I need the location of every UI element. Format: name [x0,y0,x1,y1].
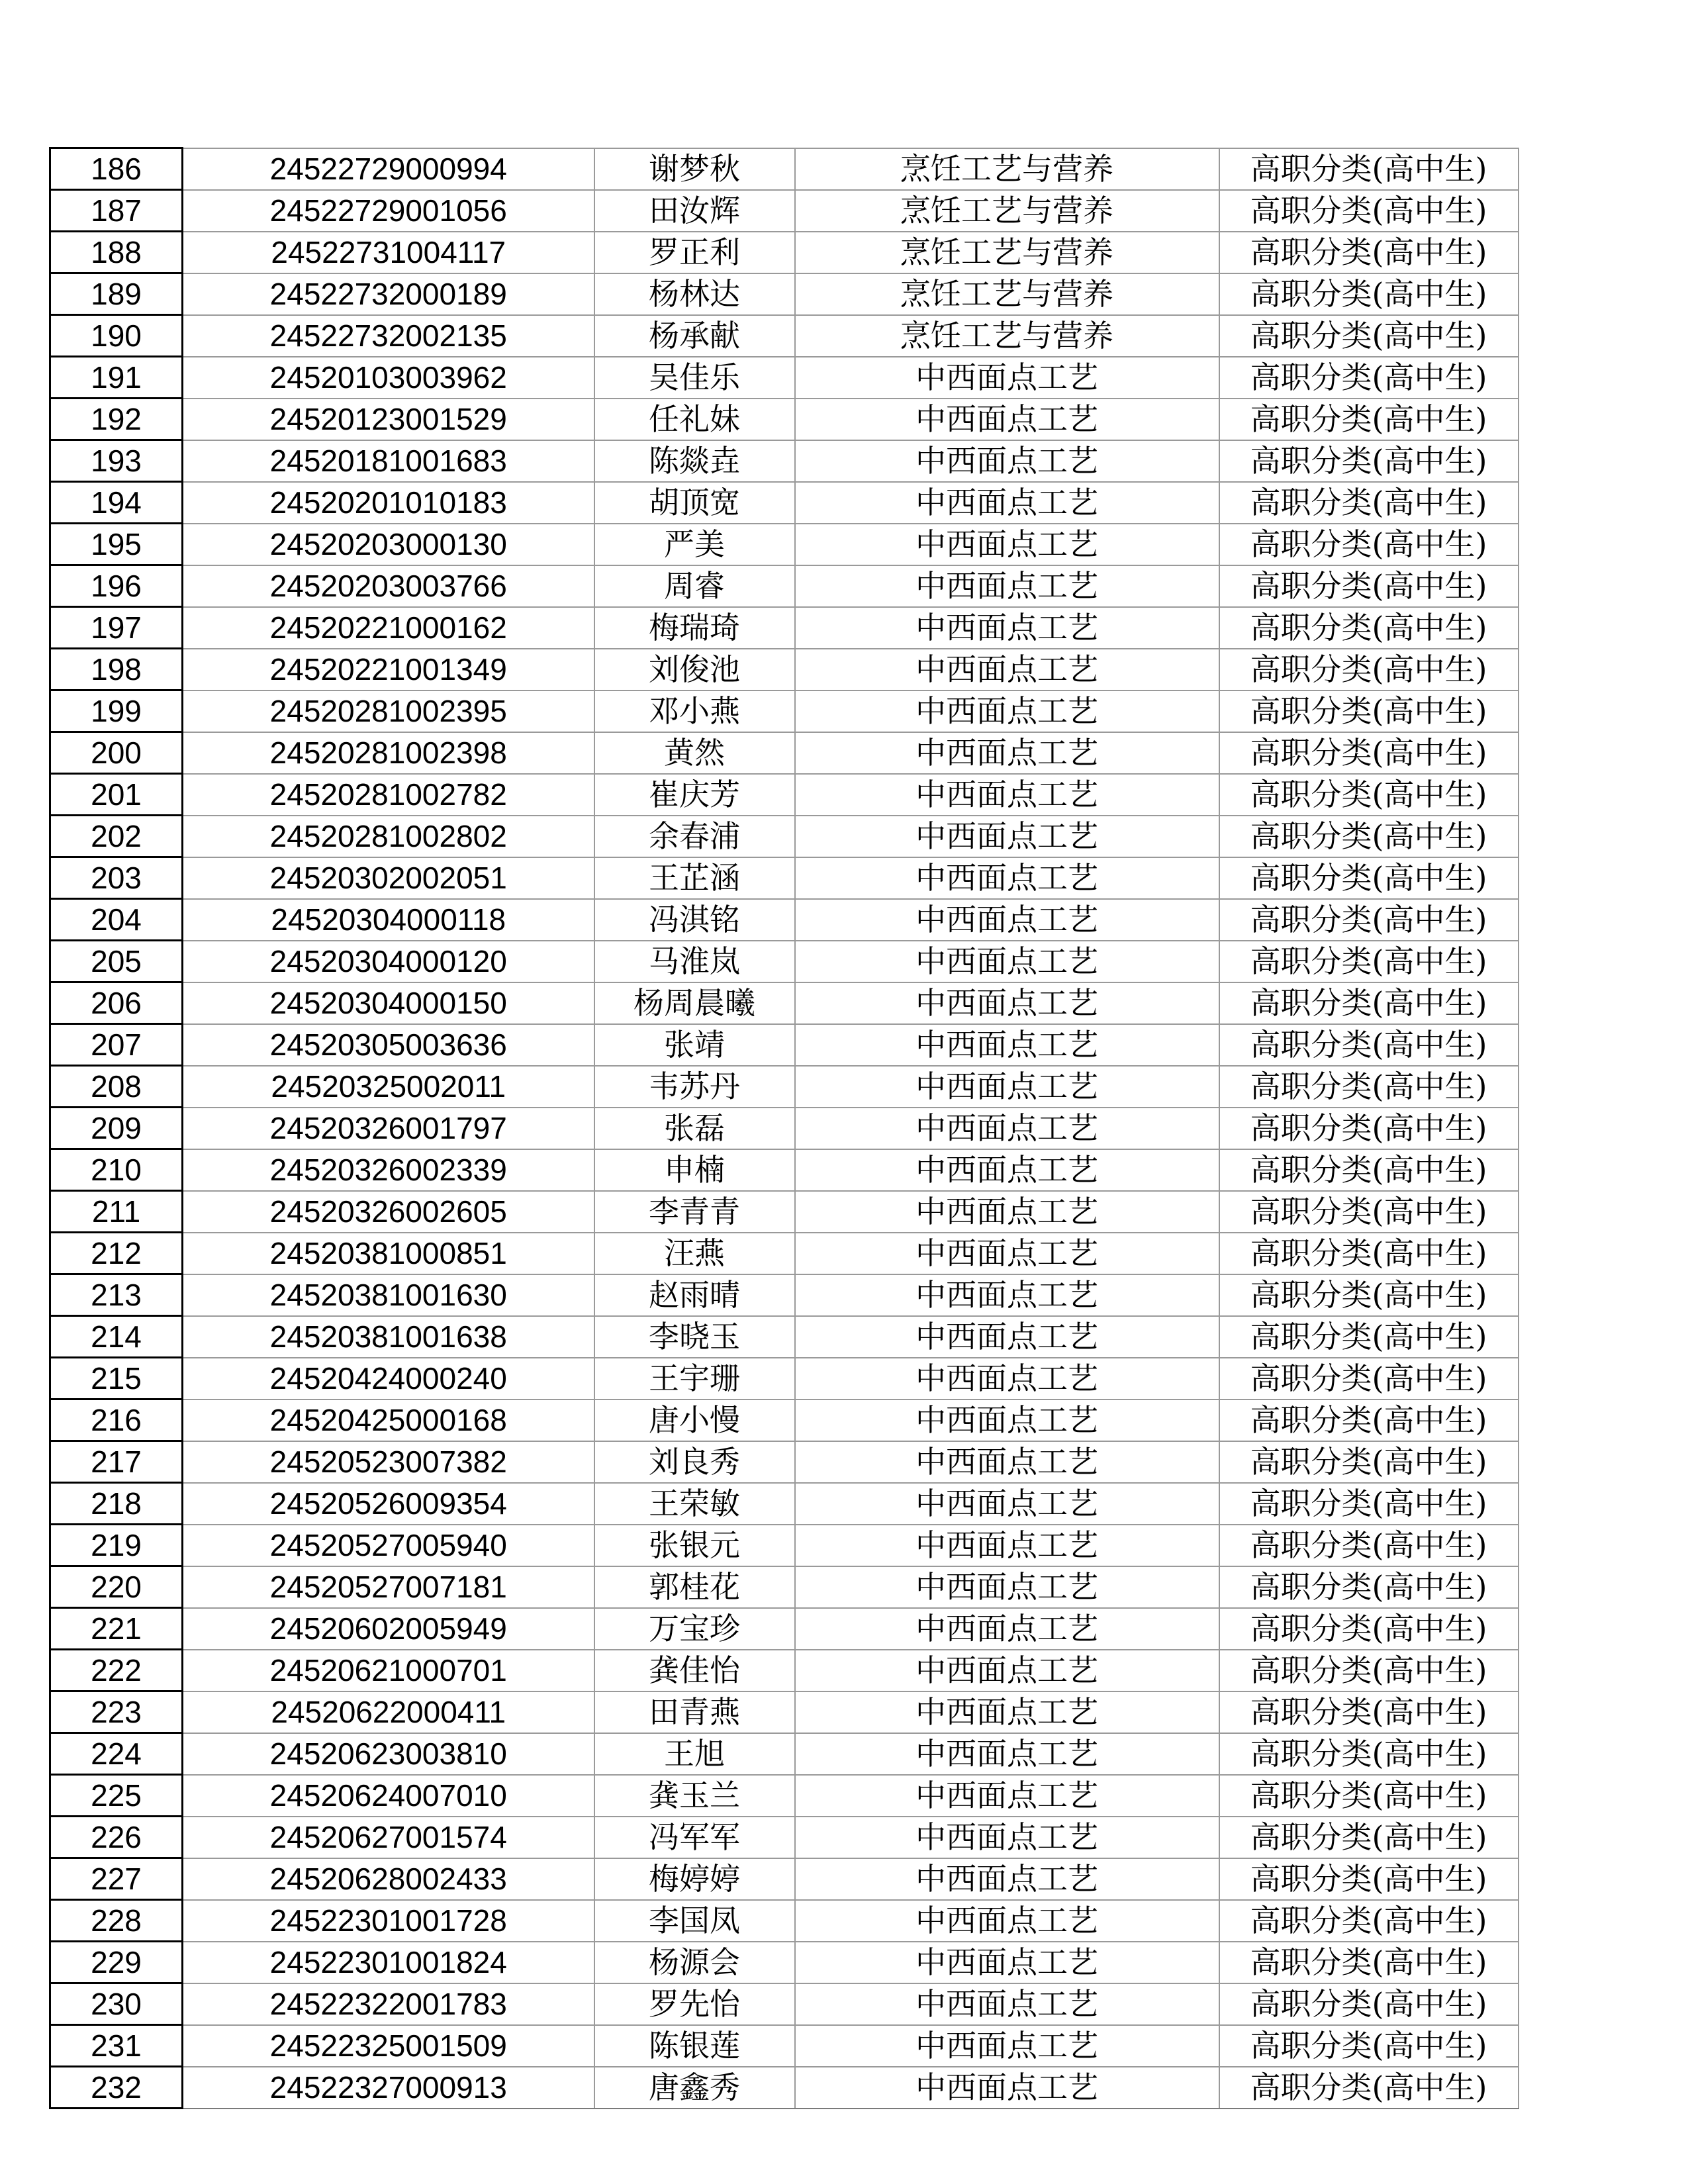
row-number-cell: 212 [50,1233,183,1274]
category-cell: 高职分类(高中生) [1219,857,1519,899]
major-cell: 中西面点工艺 [795,982,1219,1024]
student-name-cell: 赵雨晴 [594,1274,795,1316]
student-name-cell: 冯淇铭 [594,899,795,941]
exam-id-cell: 24520424000240 [183,1358,594,1400]
category-cell: 高职分类(高中生) [1219,1233,1519,1274]
major-cell: 中西面点工艺 [795,1149,1219,1191]
exam-id-cell: 24520305003636 [183,1024,594,1066]
roster-table [49,147,1519,2109]
row-number-cell: 228 [50,1900,183,1942]
table-row [50,565,1519,607]
table-row [50,899,1519,941]
row-number-cell: 220 [50,1566,183,1608]
table-row [50,2067,1519,2109]
major-cell: 中西面点工艺 [795,1274,1219,1316]
category-cell: 高职分类(高中生) [1219,1525,1519,1566]
table-row [50,357,1519,399]
major-cell: 中西面点工艺 [795,399,1219,440]
student-name-cell: 严美 [594,524,795,565]
row-number-cell: 218 [50,1483,183,1525]
student-name-cell: 冯军军 [594,1817,795,1858]
exam-id-cell: 24522731004117 [183,232,594,273]
row-number-cell: 190 [50,315,183,357]
row-number-cell: 193 [50,440,183,482]
row-number-cell: 225 [50,1775,183,1817]
student-name-cell: 任礼妹 [594,399,795,440]
student-name-cell: 汪燕 [594,1233,795,1274]
category-cell: 高职分类(高中生) [1219,1400,1519,1441]
major-cell: 中西面点工艺 [795,1942,1219,1983]
table-row [50,1358,1519,1400]
row-number-cell: 203 [50,857,183,899]
exam-id-cell: 24520304000120 [183,941,594,982]
table-row [50,1400,1519,1441]
exam-id-cell: 24520523007382 [183,1441,594,1483]
student-name-cell: 张银元 [594,1525,795,1566]
exam-id-cell: 24520201010183 [183,482,594,524]
row-number-cell: 230 [50,1983,183,2025]
table-row [50,315,1519,357]
row-number-cell: 209 [50,1108,183,1149]
student-name-cell: 黄然 [594,732,795,774]
major-cell: 中西面点工艺 [795,440,1219,482]
category-cell: 高职分类(高中生) [1219,816,1519,857]
exam-id-cell: 24520623003810 [183,1733,594,1775]
exam-id-cell: 24520325002011 [183,1066,594,1108]
category-cell: 高职分类(高中生) [1219,482,1519,524]
exam-id-cell: 24520381000851 [183,1233,594,1274]
major-cell: 烹饪工艺与营养 [795,148,1219,190]
student-name-cell: 邓小燕 [594,690,795,732]
category-cell: 高职分类(高中生) [1219,1358,1519,1400]
major-cell: 中西面点工艺 [795,774,1219,816]
category-cell: 高职分类(高中生) [1219,2025,1519,2067]
student-name-cell: 张磊 [594,1108,795,1149]
table-row [50,1149,1519,1191]
major-cell: 中西面点工艺 [795,1858,1219,1900]
table-row [50,1775,1519,1817]
exam-id-cell: 24520381001630 [183,1274,594,1316]
student-name-cell: 谢梦秋 [594,148,795,190]
student-name-cell: 唐小慢 [594,1400,795,1441]
table-row [50,982,1519,1024]
category-cell: 高职分类(高中生) [1219,1441,1519,1483]
row-number-cell: 186 [50,148,183,190]
row-number-cell: 205 [50,941,183,982]
student-name-cell: 梅婷婷 [594,1858,795,1900]
category-cell: 高职分类(高中生) [1219,1149,1519,1191]
category-cell: 高职分类(高中生) [1219,607,1519,649]
major-cell: 中西面点工艺 [795,941,1219,982]
exam-id-cell: 24520627001574 [183,1817,594,1858]
table-row [50,232,1519,273]
category-cell: 高职分类(高中生) [1219,1691,1519,1733]
exam-id-cell: 24520527005940 [183,1525,594,1566]
student-name-cell: 陈燚垚 [594,440,795,482]
category-cell: 高职分类(高中生) [1219,1733,1519,1775]
category-cell: 高职分类(高中生) [1219,1942,1519,1983]
major-cell: 中西面点工艺 [795,607,1219,649]
category-cell: 高职分类(高中生) [1219,941,1519,982]
category-cell: 高职分类(高中生) [1219,315,1519,357]
student-name-cell: 余春浦 [594,816,795,857]
row-number-cell: 217 [50,1441,183,1483]
category-cell: 高职分类(高中生) [1219,565,1519,607]
table-row [50,190,1519,232]
row-number-cell: 198 [50,649,183,690]
major-cell: 中西面点工艺 [795,1608,1219,1650]
student-name-cell: 万宝珍 [594,1608,795,1650]
table-row [50,816,1519,857]
row-number-cell: 192 [50,399,183,440]
row-number-cell: 200 [50,732,183,774]
major-cell: 烹饪工艺与营养 [795,273,1219,315]
category-cell: 高职分类(高中生) [1219,357,1519,399]
major-cell: 中西面点工艺 [795,2025,1219,2067]
exam-id-cell: 24520621000701 [183,1650,594,1691]
table-row [50,148,1519,190]
category-cell: 高职分类(高中生) [1219,440,1519,482]
student-name-cell: 韦苏丹 [594,1066,795,1108]
table-row [50,1483,1519,1525]
student-name-cell: 王宇珊 [594,1358,795,1400]
row-number-cell: 206 [50,982,183,1024]
row-number-cell: 226 [50,1817,183,1858]
student-name-cell: 刘良秀 [594,1441,795,1483]
row-number-cell: 191 [50,357,183,399]
major-cell: 中西面点工艺 [795,732,1219,774]
student-name-cell: 崔庆芳 [594,774,795,816]
category-cell: 高职分类(高中生) [1219,1316,1519,1358]
row-number-cell: 213 [50,1274,183,1316]
table-row [50,399,1519,440]
table-row [50,690,1519,732]
category-cell: 高职分类(高中生) [1219,1858,1519,1900]
exam-id-cell: 24520622000411 [183,1691,594,1733]
row-number-cell: 223 [50,1691,183,1733]
row-number-cell: 188 [50,232,183,273]
major-cell: 中西面点工艺 [795,1566,1219,1608]
row-number-cell: 221 [50,1608,183,1650]
table-row [50,1108,1519,1149]
row-number-cell: 210 [50,1149,183,1191]
exam-id-cell: 24520221000162 [183,607,594,649]
exam-id-cell: 24522322001783 [183,1983,594,2025]
student-name-cell: 刘俊池 [594,649,795,690]
major-cell: 中西面点工艺 [795,1733,1219,1775]
category-cell: 高职分类(高中生) [1219,982,1519,1024]
student-name-cell: 田汝辉 [594,190,795,232]
major-cell: 中西面点工艺 [795,1400,1219,1441]
exam-id-cell: 24520302002051 [183,857,594,899]
student-name-cell: 罗正利 [594,232,795,273]
exam-id-cell: 24520304000118 [183,899,594,941]
major-cell: 中西面点工艺 [795,482,1219,524]
major-cell: 烹饪工艺与营养 [795,315,1219,357]
student-name-cell: 王芷涵 [594,857,795,899]
student-name-cell: 杨林达 [594,273,795,315]
category-cell: 高职分类(高中生) [1219,1608,1519,1650]
row-number-cell: 224 [50,1733,183,1775]
table-row [50,1525,1519,1566]
table-row [50,1942,1519,1983]
exam-id-cell: 24520203003766 [183,565,594,607]
major-cell: 中西面点工艺 [795,899,1219,941]
exam-id-cell: 24520281002398 [183,732,594,774]
student-name-cell: 申楠 [594,1149,795,1191]
exam-id-cell: 24520281002395 [183,690,594,732]
category-cell: 高职分类(高中生) [1219,1900,1519,1942]
student-name-cell: 胡顶宽 [594,482,795,524]
student-name-cell: 杨承献 [594,315,795,357]
category-cell: 高职分类(高中生) [1219,774,1519,816]
major-cell: 中西面点工艺 [795,690,1219,732]
exam-id-cell: 24522327000913 [183,2067,594,2109]
category-cell: 高职分类(高中生) [1219,2067,1519,2109]
major-cell: 中西面点工艺 [795,1691,1219,1733]
category-cell: 高职分类(高中生) [1219,1108,1519,1149]
exam-id-cell: 24520381001638 [183,1316,594,1358]
major-cell: 中西面点工艺 [795,649,1219,690]
table-row [50,1566,1519,1608]
row-number-cell: 227 [50,1858,183,1900]
table-row [50,1024,1519,1066]
major-cell: 中西面点工艺 [795,857,1219,899]
table-row [50,482,1519,524]
student-name-cell: 陈银莲 [594,2025,795,2067]
category-cell: 高职分类(高中生) [1219,524,1519,565]
category-cell: 高职分类(高中生) [1219,1817,1519,1858]
student-name-cell: 张靖 [594,1024,795,1066]
roster-table-body [50,148,1519,2109]
major-cell: 中西面点工艺 [795,2067,1219,2109]
category-cell: 高职分类(高中生) [1219,1066,1519,1108]
table-row [50,1817,1519,1858]
row-number-cell: 222 [50,1650,183,1691]
row-number-cell: 197 [50,607,183,649]
major-cell: 中西面点工艺 [795,565,1219,607]
student-name-cell: 王荣敏 [594,1483,795,1525]
table-row [50,1316,1519,1358]
row-number-cell: 231 [50,2025,183,2067]
row-number-cell: 202 [50,816,183,857]
exam-id-cell: 24520181001683 [183,440,594,482]
exam-id-cell: 24522729000994 [183,148,594,190]
category-cell: 高职分类(高中生) [1219,899,1519,941]
major-cell: 中西面点工艺 [795,1983,1219,2025]
category-cell: 高职分类(高中生) [1219,148,1519,190]
exam-id-cell: 24520281002802 [183,816,594,857]
category-cell: 高职分类(高中生) [1219,649,1519,690]
major-cell: 中西面点工艺 [795,1525,1219,1566]
category-cell: 高职分类(高中生) [1219,190,1519,232]
major-cell: 中西面点工艺 [795,1650,1219,1691]
student-name-cell: 杨周晨曦 [594,982,795,1024]
category-cell: 高职分类(高中生) [1219,1775,1519,1817]
category-cell: 高职分类(高中生) [1219,1566,1519,1608]
row-number-cell: 199 [50,690,183,732]
exam-id-cell: 24520628002433 [183,1858,594,1900]
student-name-cell: 马淮岚 [594,941,795,982]
row-number-cell: 189 [50,273,183,315]
student-name-cell: 龚佳怡 [594,1650,795,1691]
major-cell: 中西面点工艺 [795,1233,1219,1274]
exam-id-cell: 24520281002782 [183,774,594,816]
category-cell: 高职分类(高中生) [1219,1483,1519,1525]
table-row [50,649,1519,690]
row-number-cell: 187 [50,190,183,232]
row-number-cell: 211 [50,1191,183,1233]
major-cell: 中西面点工艺 [795,1483,1219,1525]
student-name-cell: 李国凤 [594,1900,795,1942]
table-row [50,1066,1519,1108]
exam-id-cell: 24520624007010 [183,1775,594,1817]
table-row [50,1441,1519,1483]
student-name-cell: 周睿 [594,565,795,607]
exam-id-cell: 24520221001349 [183,649,594,690]
exam-id-cell: 24520103003962 [183,357,594,399]
table-row [50,941,1519,982]
row-number-cell: 229 [50,1942,183,1983]
student-name-cell: 龚玉兰 [594,1775,795,1817]
student-name-cell: 唐鑫秀 [594,2067,795,2109]
category-cell: 高职分类(高中生) [1219,690,1519,732]
row-number-cell: 219 [50,1525,183,1566]
student-name-cell: 罗先怡 [594,1983,795,2025]
table-row [50,2025,1519,2067]
table-row [50,1691,1519,1733]
exam-id-cell: 24520602005949 [183,1608,594,1650]
major-cell: 中西面点工艺 [795,816,1219,857]
exam-id-cell: 24520203000130 [183,524,594,565]
major-cell: 中西面点工艺 [795,357,1219,399]
exam-id-cell: 24522732002135 [183,315,594,357]
major-cell: 中西面点工艺 [795,1900,1219,1942]
table-row [50,1274,1519,1316]
row-number-cell: 194 [50,482,183,524]
table-row [50,774,1519,816]
table-row [50,1650,1519,1691]
table-row [50,1900,1519,1942]
row-number-cell: 195 [50,524,183,565]
row-number-cell: 232 [50,2067,183,2109]
category-cell: 高职分类(高中生) [1219,1274,1519,1316]
table-row [50,1191,1519,1233]
row-number-cell: 201 [50,774,183,816]
student-name-cell: 吴佳乐 [594,357,795,399]
exam-id-cell: 24520425000168 [183,1400,594,1441]
student-name-cell: 李青青 [594,1191,795,1233]
table-row [50,440,1519,482]
exam-id-cell: 24520326002605 [183,1191,594,1233]
row-number-cell: 216 [50,1400,183,1441]
major-cell: 中西面点工艺 [795,1066,1219,1108]
major-cell: 烹饪工艺与营养 [795,190,1219,232]
major-cell: 中西面点工艺 [795,1024,1219,1066]
student-name-cell: 杨源会 [594,1942,795,1983]
exam-id-cell: 24520527007181 [183,1566,594,1608]
category-cell: 高职分类(高中生) [1219,732,1519,774]
table-row [50,524,1519,565]
category-cell: 高职分类(高中生) [1219,273,1519,315]
row-number-cell: 204 [50,899,183,941]
row-number-cell: 208 [50,1066,183,1108]
major-cell: 中西面点工艺 [795,1817,1219,1858]
table-row [50,1983,1519,2025]
table-row [50,1233,1519,1274]
major-cell: 中西面点工艺 [795,1441,1219,1483]
major-cell: 中西面点工艺 [795,1316,1219,1358]
table-row [50,607,1519,649]
category-cell: 高职分类(高中生) [1219,1191,1519,1233]
row-number-cell: 207 [50,1024,183,1066]
category-cell: 高职分类(高中生) [1219,1024,1519,1066]
student-name-cell: 王旭 [594,1733,795,1775]
exam-id-cell: 24522729001056 [183,190,594,232]
category-cell: 高职分类(高中生) [1219,1983,1519,2025]
student-name-cell: 李晓玉 [594,1316,795,1358]
exam-id-cell: 24522732000189 [183,273,594,315]
exam-id-cell: 24520123001529 [183,399,594,440]
row-number-cell: 214 [50,1316,183,1358]
major-cell: 中西面点工艺 [795,1775,1219,1817]
table-row [50,1608,1519,1650]
table-row [50,857,1519,899]
major-cell: 中西面点工艺 [795,524,1219,565]
major-cell: 烹饪工艺与营养 [795,232,1219,273]
exam-id-cell: 24520304000150 [183,982,594,1024]
table-row [50,1733,1519,1775]
exam-id-cell: 24520326002339 [183,1149,594,1191]
table-row [50,273,1519,315]
category-cell: 高职分类(高中生) [1219,399,1519,440]
exam-id-cell: 24522325001509 [183,2025,594,2067]
row-number-cell: 215 [50,1358,183,1400]
table-row [50,732,1519,774]
row-number-cell: 196 [50,565,183,607]
student-name-cell: 田青燕 [594,1691,795,1733]
major-cell: 中西面点工艺 [795,1191,1219,1233]
major-cell: 中西面点工艺 [795,1108,1219,1149]
exam-id-cell: 24520526009354 [183,1483,594,1525]
exam-id-cell: 24522301001824 [183,1942,594,1983]
major-cell: 中西面点工艺 [795,1358,1219,1400]
category-cell: 高职分类(高中生) [1219,232,1519,273]
category-cell: 高职分类(高中生) [1219,1650,1519,1691]
student-name-cell: 梅瑞琦 [594,607,795,649]
table-row [50,1858,1519,1900]
exam-id-cell: 24522301001728 [183,1900,594,1942]
exam-id-cell: 24520326001797 [183,1108,594,1149]
student-name-cell: 郭桂花 [594,1566,795,1608]
